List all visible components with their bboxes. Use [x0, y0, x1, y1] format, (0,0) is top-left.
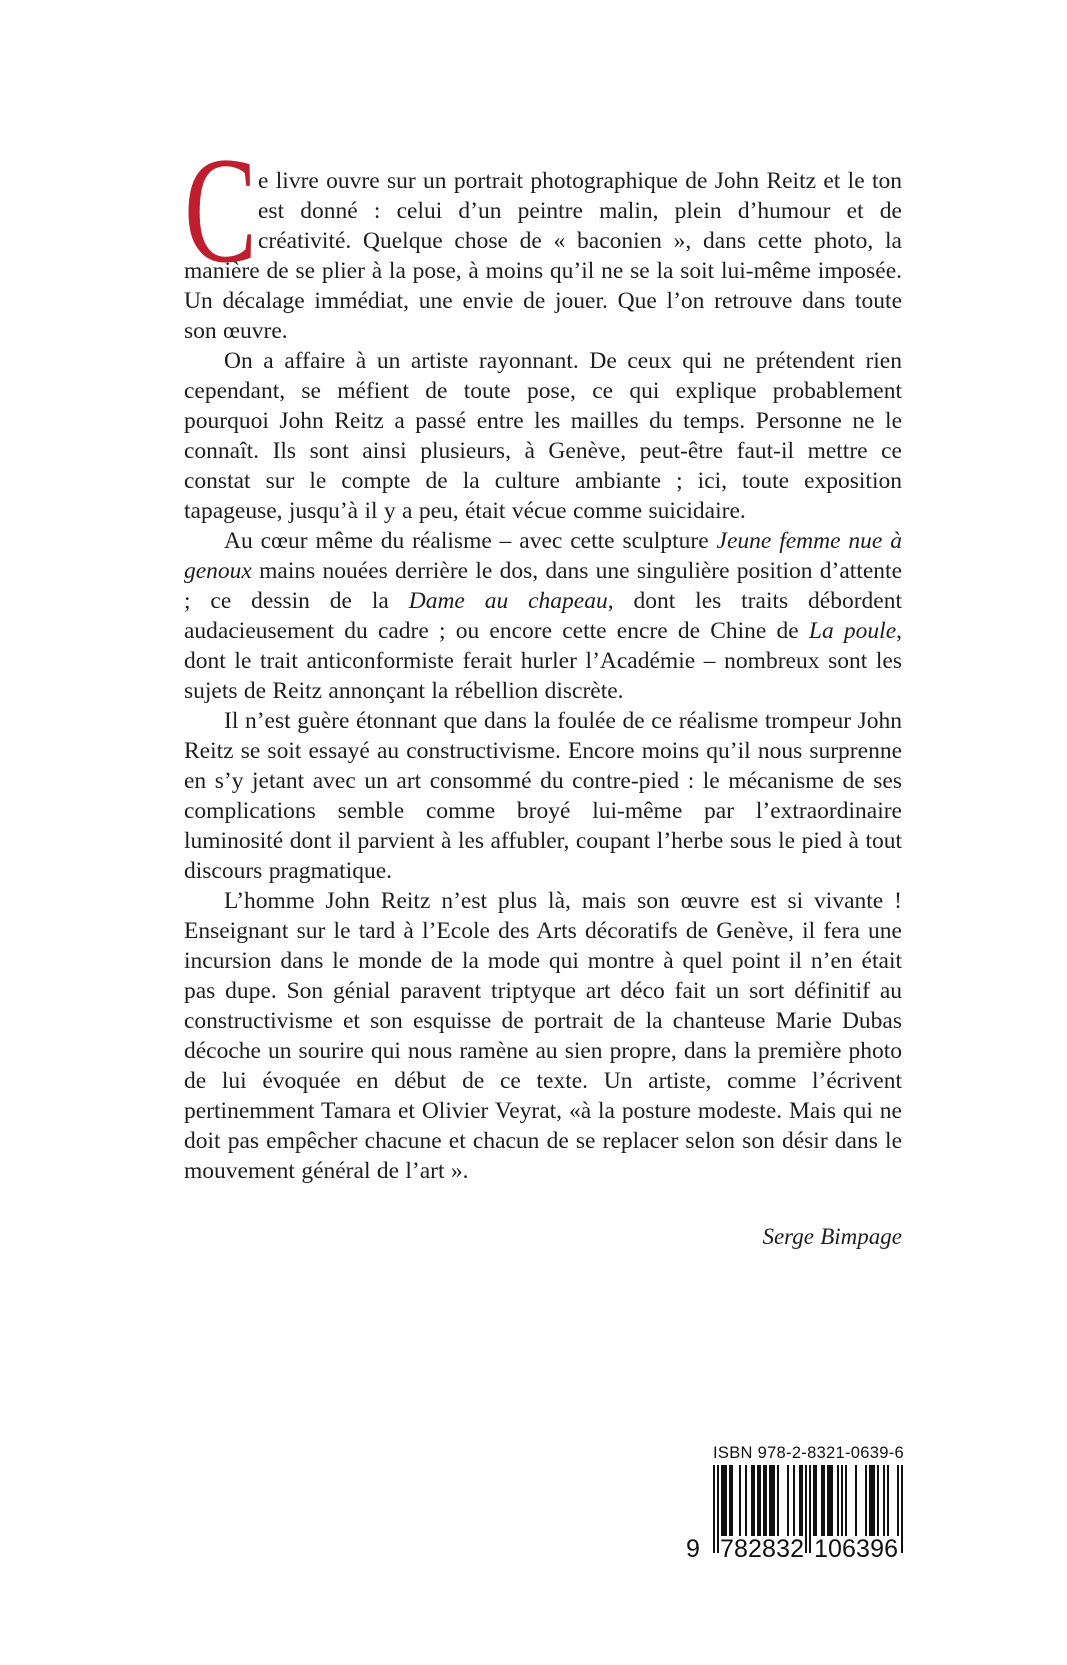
synopsis-segment: , dont les traits débordent audacieusement du cadre ; ou encore cette encre de Chine de: [184, 588, 902, 644]
drop-cap: C: [184, 126, 258, 294]
artwork-title: La poule: [808, 618, 897, 644]
synopsis-segment: Au cœur même du réalisme – avec cette sculpture: [224, 528, 717, 554]
barcode-digit: 2: [748, 1535, 762, 1563]
barcode-digit: 3: [856, 1535, 870, 1563]
artwork-title: Jeune femme nue à genoux: [184, 528, 902, 584]
barcode-digits-right: [813, 1536, 899, 1563]
synopsis-paragraph: [184, 346, 902, 526]
barcode-digit: 3: [776, 1535, 790, 1563]
synopsis-segment: Il n’est guère étonnant que dans la foulée de ce réalisme trompeur John Reitz se soit essayé au constructivisme. Encore moins qu’il nous surprenne en s’y jetant avec un art consommé du contre-pied : le mécanisme de ses complications semble comme broyé lui-même par l’extraordinaire luminosité dont il parvient à les affubler, coupant l’herbe sous le pied à tout discours pragmatique.: [184, 708, 902, 884]
barcode-digit: 8: [762, 1535, 776, 1563]
synopsis-segment: , dont le trait anticonformiste ferait hurler l’Académie – nombreux sont les sujets de Reitz annonçant la rébellion discrète.: [184, 618, 903, 704]
barcode-digit: 6: [842, 1535, 856, 1563]
isbn-barcode: [686, 1444, 906, 1563]
barcode-digit: 0: [828, 1535, 842, 1563]
synopsis-paragraph: [184, 706, 902, 886]
barcode-digit: 6: [884, 1535, 898, 1563]
barcode-digit: 2: [790, 1535, 804, 1563]
barcode-digit: 7: [720, 1535, 734, 1563]
barcode-digit: 9: [870, 1535, 884, 1563]
barcode-digits-left: [719, 1536, 805, 1563]
synopsis-segment: On a affaire à un artiste rayonnant. De ceux qui ne prétendent rien cependant, se méfient de toute pose, ce qui explique probablement pourquoi John Reitz a passé entre les mailles du temps. Personne ne le connaît. Ils sont ainsi plusieurs, à Genève, peut-être faut-il mettre ce constat sur le compte de la culture ambiante ; ici, toute exposition tapageuse, jusqu’à il y a peu, était vécue comme suicidaire.: [184, 348, 902, 524]
artwork-title: Dame au chapeau: [408, 588, 608, 614]
synopsis-paragraph: [184, 886, 902, 1186]
synopsis-text: [184, 126, 903, 1252]
isbn-number: ISBN 978-2-8321-0639-6: [713, 1444, 904, 1462]
barcode-digit: 8: [734, 1535, 748, 1563]
author-signature: Serge Bimpage: [762, 1224, 902, 1249]
synopsis-paragraph: [184, 126, 902, 346]
synopsis-segment: L’homme John Reitz n’est plus là, mais son œuvre est si vivante ! Enseignant sur le tard à l’Ecole des Arts décoratifs de Genève, il fera une incursion dans le monde de la mode qui montre à quel point il n’en était pas dupe. Son génial paravent triptyque art déco fait un sort définitif au constructivisme et son esquisse de portrait de la chanteuse Marie Dubas décoche un sourire qui nous ramène au sien propre, dans la première photo de lui évoquée en début de ce texte. Un artiste, comme l’écrivent pertinemment Tamara et Olivier Veyrat, «à la posture modeste. Mais qui ne doit pas empêcher chacune et chacun de se replacer selon son désir dans le mouvement général de l’art ».: [184, 888, 902, 1184]
synopsis-segment: e livre ouvre sur un portrait photographique de John Reitz et le ton est donné : celui d’un peintre malin, plein d’humour et de créativité. Quelque chose de « baconien », dans cette photo, la manière de se plier à la pose, à moins qu’il ne se la soit lui-même imposée. Un décalage immédiat, une envie de jouer. Que l’on retrouve dans toute son œuvre.: [184, 168, 902, 344]
synopsis-paragraph: [184, 526, 902, 706]
barcode-bars-area: [686, 1465, 903, 1563]
synopsis-segment: mains nouées derrière le dos, dans une singulière position d’attente ; ce dessin de la: [184, 558, 902, 614]
barcode-digit: 1: [814, 1535, 828, 1563]
barcode-digit-lead: 9: [686, 1535, 700, 1563]
